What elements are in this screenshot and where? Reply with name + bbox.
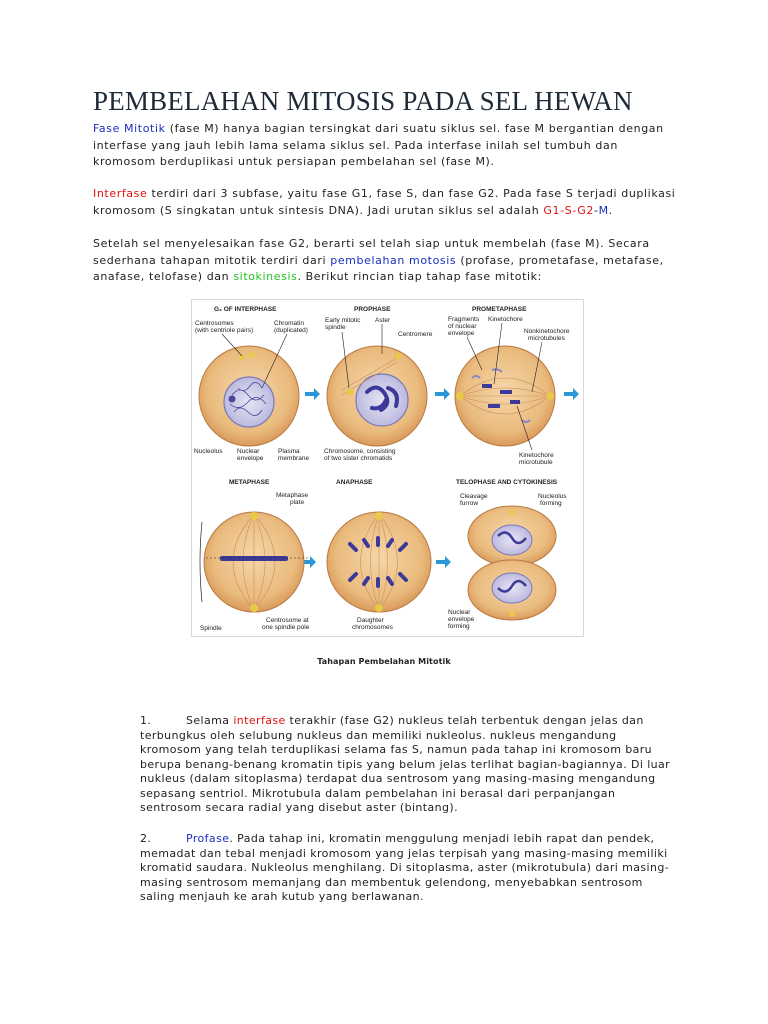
- panel-title-metaphase: METAPHASE: [229, 479, 270, 486]
- term-fase-mitotik: Fase Mitotik: [93, 122, 166, 135]
- cycle-end: .: [608, 203, 613, 217]
- label-spindle: Spindle: [200, 625, 222, 632]
- label-cleavage-2: furrow: [460, 500, 479, 507]
- label-kinetochore-mt-2: microtubule: [519, 459, 553, 466]
- intro-text: (fase M) hanya bagian tersingkat dari suatu siklus sel. fase M bergantian dengan interfase yang jauh lebih lama selama siklus sel. Pada interfase inilah sel tumbuh dan kromosom berduplikasi untuk persiapan pembelahan sel (fase M).: [93, 122, 664, 168]
- arrow-icon: [436, 556, 451, 568]
- label-chromosome: Chromosome, consisting: [324, 448, 396, 455]
- label-nonkinetochore-2: microtubules: [528, 335, 565, 342]
- label-early-spindle: Early mitotic: [325, 317, 361, 324]
- term-profase: Profase: [186, 832, 230, 845]
- panel-title-g2: G₂ OF INTERPHASE: [214, 306, 277, 313]
- label-cleavage: Cleavage: [460, 493, 488, 500]
- label-fragments-3: envelope: [448, 330, 475, 337]
- term-interfase: Interfase: [93, 187, 148, 200]
- label-plasma: Plasma: [278, 448, 300, 455]
- term-sitokinesis: sitokinesis: [233, 270, 298, 283]
- term-interfase-item: interfase: [233, 714, 286, 727]
- list-item: [140, 832, 680, 905]
- cell-metaphase: [200, 512, 310, 612]
- label-metaphase-plate-2: plate: [290, 499, 305, 506]
- label-centrosome-pole: Centrosome at: [266, 617, 309, 624]
- panel-title-telophase: TELOPHASE AND CYTOKINESIS: [456, 479, 558, 486]
- arrow-icon: [435, 388, 450, 400]
- cell-prometaphase: [455, 346, 555, 446]
- panel-title-prophase: PROPHASE: [354, 306, 391, 313]
- term-pembelahan-motosis: pembelahan motosis: [330, 253, 457, 267]
- setelah-paragraph: [93, 236, 683, 286]
- label-aster: Aster: [375, 317, 391, 324]
- arrow-icon: [305, 388, 320, 400]
- label-centromere: Centromere: [398, 331, 433, 338]
- cycle-dash: -: [594, 203, 599, 217]
- cell-g2: [199, 346, 299, 446]
- list-item-lead: Selama: [186, 714, 234, 727]
- interfase-text: terdiri dari 3 subfase, yaitu fase G1, fase S, dan fase G2. Pada fase S terjadi duplikasi kromosom (S singkatan untuk sintesis DNA). Jadi urutan siklus sel adalah: [93, 187, 676, 217]
- list-item-number: 1.: [140, 714, 152, 727]
- setelah-text-c: . Berikut rincian tiap tahap fase mitotik:: [297, 270, 542, 283]
- label-metaphase-plate: Metaphase: [276, 492, 309, 499]
- label-nuclear-envelope: Nuclear: [237, 448, 260, 455]
- label-early-spindle-2: spindle: [325, 324, 346, 331]
- label-fragments: Fragments: [448, 316, 480, 323]
- list-item: [140, 714, 680, 816]
- label-chromatin-2: (duplicated): [274, 327, 308, 334]
- cell-anaphase: [327, 512, 431, 612]
- setelah-text-b: (profase, prometafase, metafase, anafase, telofase) dan: [93, 253, 664, 283]
- panel-title-prometaphase: PROMETAPHASE: [472, 306, 527, 313]
- interfase-paragraph: [93, 186, 683, 219]
- arrow-icon: [564, 388, 579, 400]
- cycle-m: M: [598, 203, 609, 217]
- cell-telophase: [468, 506, 556, 620]
- cell-prophase: [327, 346, 427, 446]
- list-item-text: terakhir (fase G2) nukleus telah terbentuk dengan jelas dan terbungkus oleh selubung nukleus dan memiliki nukleolus. nukleus mengandung kromosom yang telah terduplikasi selama fas S, namun pada tahap ini kromosom baru berupa benang-benang kromatin tipis yang belum jelas terlihat bagian-bagiannya. Di luar nukleus (dalam sitoplasma) terdapat dua sentrosom yang masing-masing mengandung sepasang sentriol. Mikrotubula dalam pembelahan ini berasal dari perpanjangan sentrosom secara radial yang disebut aster (bintang).: [140, 714, 671, 814]
- label-nuclear-env-forming: Nuclear: [448, 609, 471, 616]
- label-fragments-2: of nuclear: [448, 323, 477, 330]
- label-daughter-2: chromosomes: [352, 624, 393, 631]
- label-chromatin: Chromatin: [274, 320, 304, 327]
- label-nuclear-env-forming-2: envelope: [448, 616, 475, 623]
- page-title: PEMBELAHAN MITOSIS PADA SEL HEWAN: [93, 86, 633, 116]
- setelah-text-a: Setelah sel menyelesaikan fase G2, berarti sel telah siap untuk membelah (fase M). Secara sederhana tahapan mitotik terdiri dari: [93, 237, 650, 267]
- figure-caption: Tahapan Pembelahan Mitotik: [317, 657, 451, 666]
- label-nucleolus: Nucleolus: [194, 448, 223, 455]
- label-kinetochore: Kinetochore: [488, 316, 523, 323]
- label-nucleolus-forming: Nucleolus: [538, 493, 567, 500]
- label-centrosomes: Centrosomes: [195, 320, 234, 327]
- label-centrosome-pole-2: one spindle pole: [262, 624, 310, 631]
- label-nuclear-envelope-2: envelope: [237, 455, 264, 462]
- label-centrosomes-2: (with centriole pairs): [195, 327, 254, 334]
- mitosis-diagram: [191, 299, 584, 637]
- label-chromosome-2: of two sister chromatids: [324, 455, 393, 462]
- label-nonkinetochore: Nonkinetochore: [524, 328, 570, 335]
- label-nuclear-env-forming-3: forming: [448, 623, 470, 630]
- label-nucleolus-forming-2: forming: [540, 500, 562, 507]
- intro-paragraph: [93, 121, 683, 171]
- list-item-number: 2.: [140, 832, 152, 845]
- panel-title-anaphase: ANAPHASE: [336, 479, 373, 486]
- label-kinetochore-mt: Kinetochore: [519, 452, 554, 459]
- label-plasma-2: membrane: [278, 455, 310, 462]
- list-item-text: . Pada tahap ini, kromatin menggulung menjadi lebih rapat dan pendek, memadat dan tebal menjadi kromosom yang jelas terpisah yang masing-masing memiliki kromatid saudara. Nukleolus menghilang. Di sitoplasma, aster (mikrotubula) dari masing-masing sentrosom memanjang dan membentuk gelendong, menyebabkan sentrosom saling menjauh ke arah kutub yang berlawanan.: [140, 832, 670, 903]
- cycle-sequence: G1-S-G2: [543, 203, 594, 217]
- label-daughter: Daughter: [357, 617, 384, 624]
